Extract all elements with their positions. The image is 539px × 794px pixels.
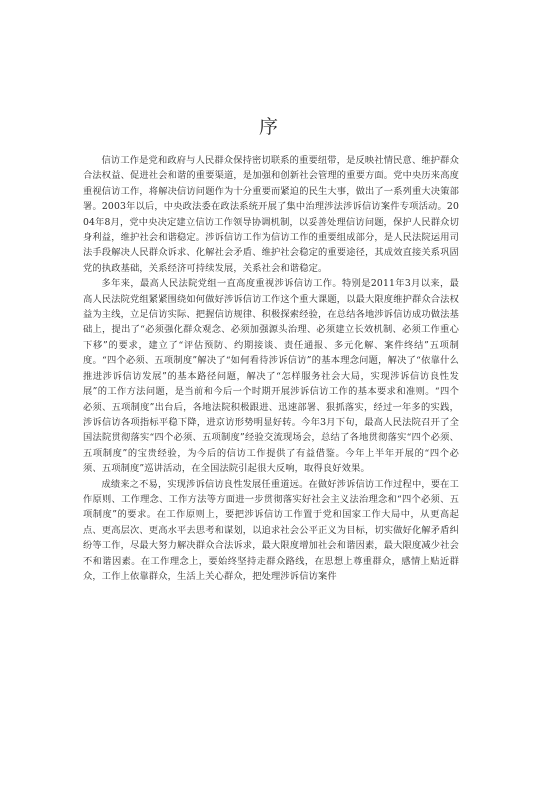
body-text (83, 153, 459, 584)
page-title: 序 (258, 116, 280, 138)
paragraph: 多年来，最高人民法院党组一直高度重视涉诉信访工作。特别是2011年3月以来，最高人民法院党组紧紧围绕如何做好涉诉信访工作这个重大课题，以最大限度维护群众合法权益为主线，立足信访实际、把握信访规律、积极探索经验，在总结各地涉诉信访成功做法基础上，提出了“必须强化群众观念、必须加强源头治理、必须建立长效机制、必须工作重心下移”的要求，建立了“评估预防、约期接谈、责任通报、多元化解、案件终结”五项制度。“四个必须、五项制度”解决了“如何看待涉诉信访”的基本理念问题，解决了“依靠什么推进涉诉信访发展”的基本路径问题，解决了“怎样服务社会大局，实现涉诉信访良性发展”的工作方法问题，是当前和今后一个时期开展涉诉信访工作的基本要求和准则。“四个必须、五项制度”出台后，各地法院积极跟进、迅速部署、狠抓落实，经过一年多的实践，涉诉信访各项指标平稳下降，进京访形势明显好转。今年3月下旬，最高人民法院召开了全国法院贯彻落实“四个必须、五项制度”经验交流现场会，总结了各地贯彻落实“四个必须、五项制度”的宝贵经验，为今后的信访工作提供了有益借鉴。今年上半年开展的“四个必须、五项制度”巡讲活动，在全国法院引起很大反响，取得良好效果。 (83, 278, 459, 475)
paragraph: 成绩来之不易，实现涉诉信访良性发展任重道远。在做好涉诉信访工作过程中，要在工作原则、工作理念、工作方法等方面进一步贯彻落实好社会主义法治理念和“四个必须、五项制度”的要求。在工作原则上，要把涉诉信访工作置于党和国家工作大局中，从更高起点、更高层次、更高水平去思考和谋划，以追求社会公平正义为目标，切实做好化解矛盾纠纷等工作，尽最大努力解决群众合法诉求，最大限度增加社会和谐因素，最大限度减少社会不和谐因素。在工作理念上，要始终坚持走群众路线，在思想上尊重群众，感情上贴近群众，工作上依靠群众，生活上关心群众，把处理涉诉信访案件 (83, 478, 459, 582)
paragraph: 信访工作是党和政府与人民群众保持密切联系的重要纽带，是反映社情民意、维护群众合法权益、促进社会和谐的重要渠道，是加强和创新社会管理的重要方面。党中央历来高度重视信访工作，将解决信访问题作为十分重要而紧迫的民生大事，做出了一系列重大决策部署。2003年以后，中央政法委在政法系统开展了集中治理涉法涉诉信访案件专项活动。2004年8月，党中央决定建立信访工作领导协调机制，以妥善处理信访问题，保护人民群众切身利益，维护社会和谐稳定。涉诉信访工作为信访工作的重要组成部分，是人民法院运用司法手段解决人民群众诉求、化解社会矛盾、维护社会稳定的重要途径，其成效直接关系巩固党的执政基础，关系经济可持续发展，关系社会和谐稳定。 (83, 155, 459, 274)
